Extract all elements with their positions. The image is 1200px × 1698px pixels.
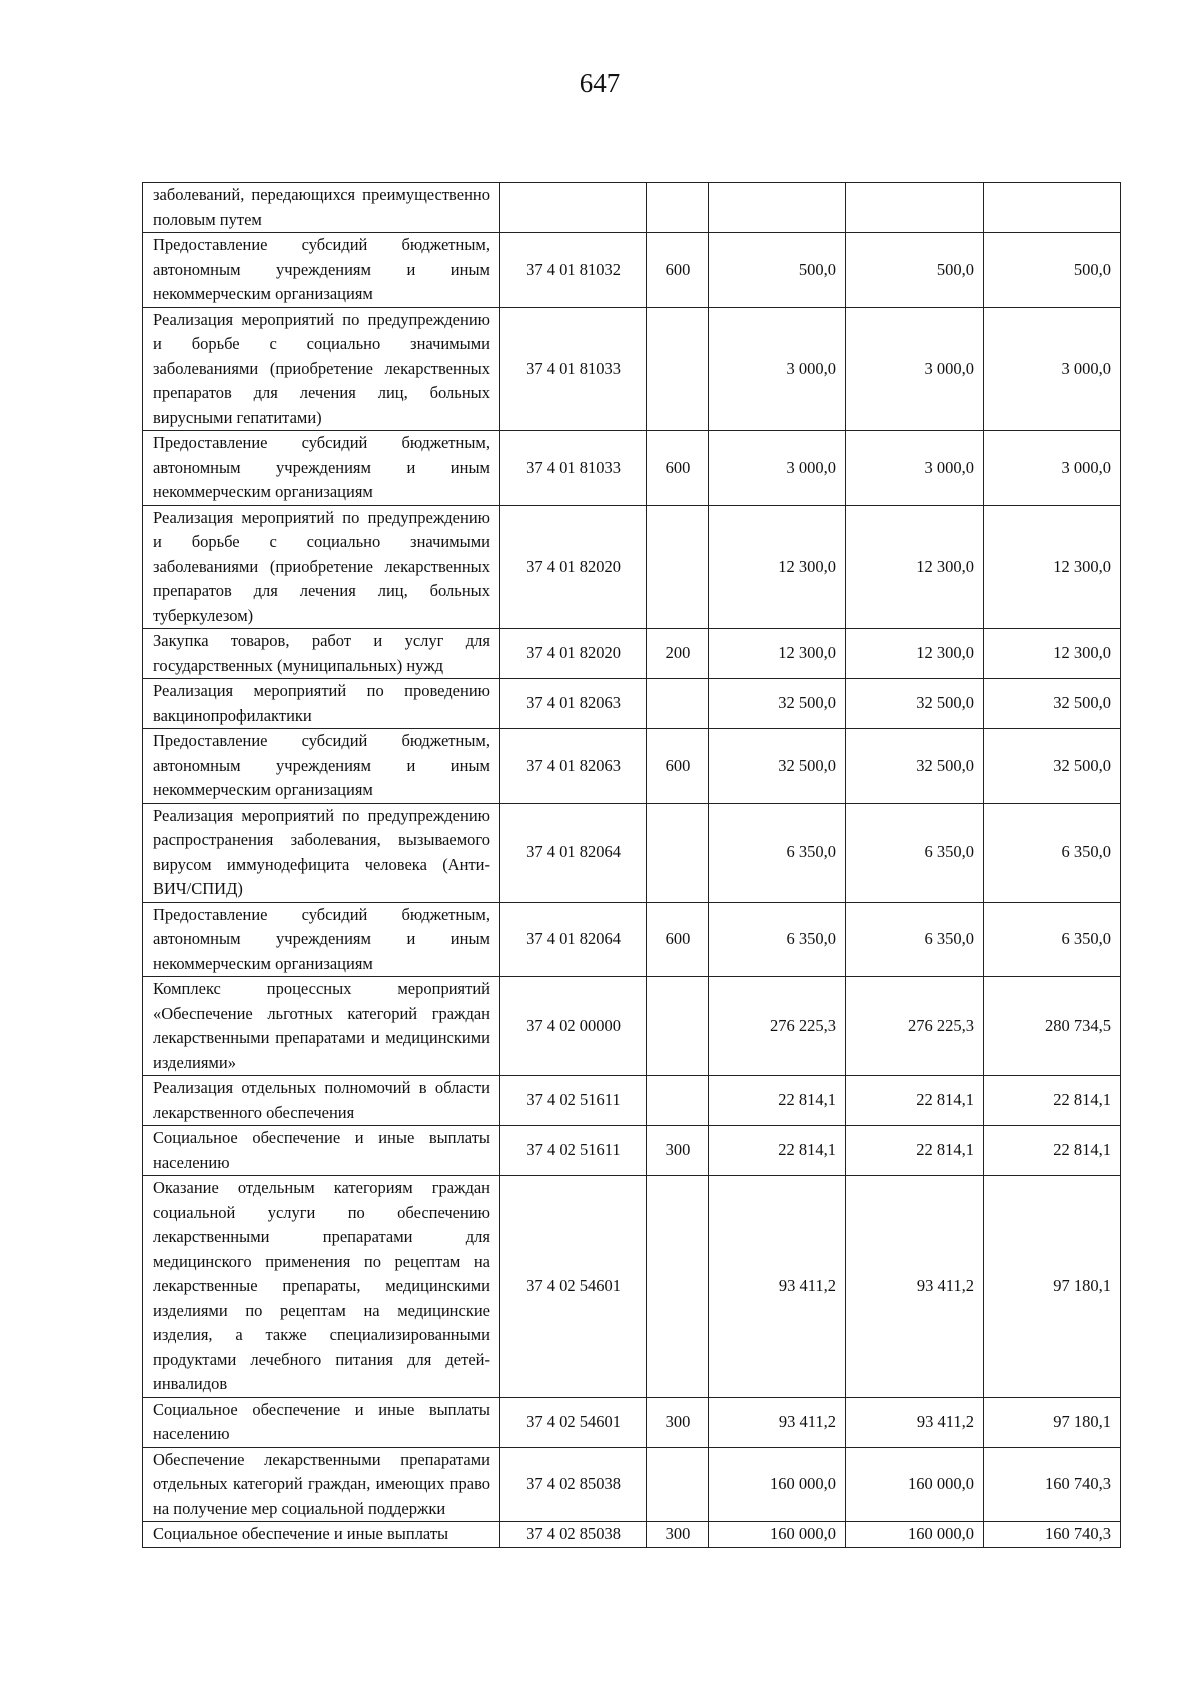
row-value-2-cell: 32 500,0 <box>846 679 984 729</box>
row-value-2-cell: 22 814,1 <box>846 1126 984 1176</box>
row-code-cell: 37 4 01 82020 <box>500 505 647 629</box>
row-value-3-cell: 3 000,0 <box>984 307 1121 431</box>
row-value-1-cell: 12 300,0 <box>709 629 846 679</box>
table-row <box>143 902 1121 977</box>
row-value-1-cell: 32 500,0 <box>709 679 846 729</box>
row-kvr-cell <box>647 307 709 431</box>
row-value-2-cell: 6 350,0 <box>846 902 984 977</box>
table-row <box>143 1522 1121 1548</box>
table-row <box>143 183 1121 233</box>
row-value-1-cell: 93 411,2 <box>709 1397 846 1447</box>
row-value-3-cell: 160 740,3 <box>984 1447 1121 1522</box>
table-row <box>143 431 1121 506</box>
row-value-3-cell: 22 814,1 <box>984 1126 1121 1176</box>
row-name-cell: Реализация мероприятий по предупреждению и борьбе с социально значимыми заболеваниями (приобретение лекарственных препаратов для лечения лиц, больных туберкулезом) <box>143 505 500 629</box>
row-kvr-cell: 300 <box>647 1126 709 1176</box>
row-value-1-cell: 22 814,1 <box>709 1126 846 1176</box>
row-code-cell: 37 4 01 82020 <box>500 629 647 679</box>
table-body <box>143 183 1121 1548</box>
row-kvr-cell <box>647 803 709 902</box>
row-value-1-cell <box>709 183 846 233</box>
row-value-3-cell: 97 180,1 <box>984 1176 1121 1398</box>
row-value-2-cell: 276 225,3 <box>846 977 984 1076</box>
row-value-3-cell: 160 740,3 <box>984 1522 1121 1548</box>
row-value-3-cell: 32 500,0 <box>984 729 1121 804</box>
row-name-cell: Закупка товаров, работ и услуг для государственных (муниципальных) нужд <box>143 629 500 679</box>
row-kvr-cell: 300 <box>647 1397 709 1447</box>
row-code-cell: 37 4 01 81033 <box>500 307 647 431</box>
table-row <box>143 1076 1121 1126</box>
row-code-cell: 37 4 02 00000 <box>500 977 647 1076</box>
row-value-2-cell: 22 814,1 <box>846 1076 984 1126</box>
row-kvr-cell <box>647 1447 709 1522</box>
row-value-2-cell: 3 000,0 <box>846 307 984 431</box>
row-kvr-cell <box>647 183 709 233</box>
row-name-cell: Предоставление субсидий бюджетным, автономным учреждениям и иным некоммерческим организациям <box>143 729 500 804</box>
row-value-3-cell: 32 500,0 <box>984 679 1121 729</box>
row-code-cell: 37 4 01 82063 <box>500 679 647 729</box>
row-name-cell: Социальное обеспечение и иные выплаты населению <box>143 1126 500 1176</box>
row-value-1-cell: 6 350,0 <box>709 803 846 902</box>
row-kvr-cell: 600 <box>647 902 709 977</box>
row-kvr-cell: 600 <box>647 431 709 506</box>
row-value-3-cell: 3 000,0 <box>984 431 1121 506</box>
budget-table <box>142 182 1121 1548</box>
row-code-cell: 37 4 02 85038 <box>500 1522 647 1548</box>
row-value-1-cell: 3 000,0 <box>709 431 846 506</box>
row-kvr-cell <box>647 977 709 1076</box>
row-value-2-cell: 500,0 <box>846 233 984 308</box>
row-kvr-cell <box>647 679 709 729</box>
row-code-cell: 37 4 02 51611 <box>500 1076 647 1126</box>
page-number: 647 <box>579 68 621 98</box>
row-code-cell: 37 4 01 82064 <box>500 902 647 977</box>
row-name-cell: Предоставление субсидий бюджетным, автономным учреждениям и иным некоммерческим организациям <box>143 902 500 977</box>
table-row <box>143 679 1121 729</box>
row-value-1-cell: 160 000,0 <box>709 1447 846 1522</box>
row-value-1-cell: 3 000,0 <box>709 307 846 431</box>
table-row <box>143 629 1121 679</box>
table-row <box>143 1176 1121 1398</box>
row-value-3-cell: 6 350,0 <box>984 803 1121 902</box>
row-value-2-cell: 12 300,0 <box>846 629 984 679</box>
row-name-cell: Предоставление субсидий бюджетным, автономным учреждениям и иным некоммерческим организациям <box>143 233 500 308</box>
row-value-1-cell: 12 300,0 <box>709 505 846 629</box>
row-kvr-cell: 600 <box>647 233 709 308</box>
row-name-cell: заболеваний, передающихся преимущественно половым путем <box>143 183 500 233</box>
row-name-cell: Обеспечение лекарственными препаратами отдельных категорий граждан, имеющих право на получение мер социальной поддержки <box>143 1447 500 1522</box>
row-kvr-cell <box>647 1076 709 1126</box>
row-name-cell: Реализация отдельных полномочий в области лекарственного обеспечения <box>143 1076 500 1126</box>
table-row <box>143 233 1121 308</box>
table-row <box>143 1397 1121 1447</box>
row-name-cell: Реализация мероприятий по предупреждению распространения заболевания, вызываемого вирусом иммунодефицита человека (Анти-ВИЧ/СПИД) <box>143 803 500 902</box>
row-value-2-cell: 93 411,2 <box>846 1176 984 1398</box>
table-row <box>143 977 1121 1076</box>
row-value-2-cell: 160 000,0 <box>846 1447 984 1522</box>
row-value-3-cell: 12 300,0 <box>984 505 1121 629</box>
row-name-cell: Социальное обеспечение и иные выплаты населению <box>143 1397 500 1447</box>
row-value-1-cell: 6 350,0 <box>709 902 846 977</box>
table-row <box>143 1447 1121 1522</box>
row-value-2-cell: 32 500,0 <box>846 729 984 804</box>
row-kvr-cell <box>647 505 709 629</box>
row-name-cell: Оказание отдельным категориям граждан социальной услуги по обеспечению лекарственными препаратами для медицинского применения по рецептам на лекарственные препараты, медицинскими изделиями по рецептам на медицинские изделия, а также специализированными продуктами лечебного питания для детей-инвалидов <box>143 1176 500 1398</box>
table-row <box>143 307 1121 431</box>
table-row <box>143 1126 1121 1176</box>
row-value-2-cell: 160 000,0 <box>846 1522 984 1548</box>
row-value-2-cell <box>846 183 984 233</box>
row-value-3-cell: 12 300,0 <box>984 629 1121 679</box>
row-code-cell: 37 4 01 82064 <box>500 803 647 902</box>
row-value-1-cell: 500,0 <box>709 233 846 308</box>
table-row <box>143 729 1121 804</box>
table-row <box>143 803 1121 902</box>
row-name-cell: Социальное обеспечение и иные выплаты <box>143 1522 500 1548</box>
row-kvr-cell <box>647 1176 709 1398</box>
row-value-3-cell: 6 350,0 <box>984 902 1121 977</box>
row-code-cell: 37 4 02 85038 <box>500 1447 647 1522</box>
row-value-1-cell: 160 000,0 <box>709 1522 846 1548</box>
row-code-cell: 37 4 02 54601 <box>500 1397 647 1447</box>
row-value-1-cell: 93 411,2 <box>709 1176 846 1398</box>
table-row <box>143 505 1121 629</box>
row-value-3-cell: 500,0 <box>984 233 1121 308</box>
row-value-3-cell <box>984 183 1121 233</box>
row-code-cell <box>500 183 647 233</box>
row-value-2-cell: 12 300,0 <box>846 505 984 629</box>
row-code-cell: 37 4 01 81032 <box>500 233 647 308</box>
row-name-cell: Комплекс процессных мероприятий «Обеспечение льготных категорий граждан лекарственными препаратами и медицинскими изделиями» <box>143 977 500 1076</box>
row-code-cell: 37 4 01 81033 <box>500 431 647 506</box>
row-kvr-cell: 200 <box>647 629 709 679</box>
row-value-1-cell: 276 225,3 <box>709 977 846 1076</box>
row-value-2-cell: 3 000,0 <box>846 431 984 506</box>
row-name-cell: Реализация мероприятий по проведению вакцинопрофилактики <box>143 679 500 729</box>
row-value-3-cell: 22 814,1 <box>984 1076 1121 1126</box>
row-code-cell: 37 4 02 51611 <box>500 1126 647 1176</box>
row-name-cell: Реализация мероприятий по предупреждению и борьбе с социально значимыми заболеваниями (приобретение лекарственных препаратов для лечения лиц, больных вирусными гепатитами) <box>143 307 500 431</box>
row-value-3-cell: 97 180,1 <box>984 1397 1121 1447</box>
row-value-2-cell: 6 350,0 <box>846 803 984 902</box>
row-value-3-cell: 280 734,5 <box>984 977 1121 1076</box>
row-code-cell: 37 4 01 82063 <box>500 729 647 804</box>
row-kvr-cell: 300 <box>647 1522 709 1548</box>
row-value-1-cell: 22 814,1 <box>709 1076 846 1126</box>
row-code-cell: 37 4 02 54601 <box>500 1176 647 1398</box>
row-name-cell: Предоставление субсидий бюджетным, автономным учреждениям и иным некоммерческим организациям <box>143 431 500 506</box>
row-value-2-cell: 93 411,2 <box>846 1397 984 1447</box>
row-value-1-cell: 32 500,0 <box>709 729 846 804</box>
row-kvr-cell: 600 <box>647 729 709 804</box>
